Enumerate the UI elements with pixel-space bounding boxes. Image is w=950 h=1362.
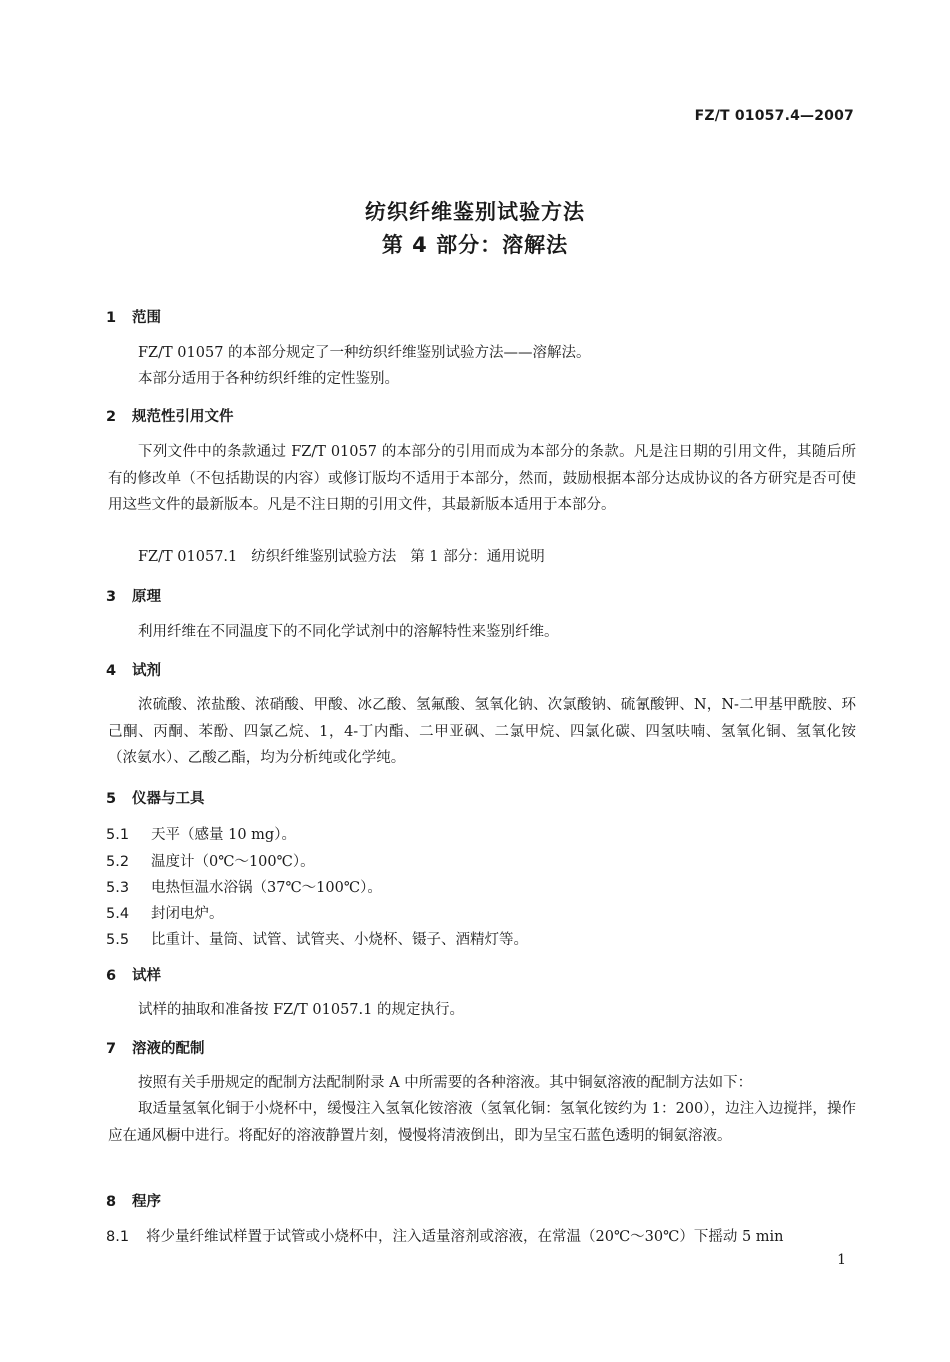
item-number: 5.1 [106, 827, 130, 843]
section-heading-reagents [106, 659, 161, 680]
reference-entry [138, 545, 559, 566]
section-heading-principle [106, 585, 161, 606]
section-number: 4 [106, 663, 117, 679]
section-number: 2 [106, 409, 117, 425]
section-number: 1 [106, 310, 117, 326]
paragraph: 试样的抽取和准备按 FZ/T 01057.1 的规定执行。 [138, 1002, 464, 1018]
paragraph: 取适量氢氧化铜于小烧杯中，缓慢注入氢氧化铵溶液（氢氧化铜：氢氧化铵约为 1：200），边注入边搅拌，操作应在通风橱中进行。将配好的溶液静置片刻，慢慢将清液倒出，即为呈宝石蓝色透明的铜氨溶液。 [108, 1101, 856, 1144]
section-title: 溶液的配制 [132, 1041, 205, 1057]
section-heading-solution-preparation [106, 1037, 205, 1058]
item-text: 温度计（0℃～100℃）。 [151, 854, 315, 870]
section-heading-specimen [106, 964, 161, 985]
item-number: 5.5 [106, 932, 130, 948]
section-number: 6 [106, 968, 117, 984]
document-title: 纺织纤维鉴别试验方法 [365, 200, 585, 224]
item-number: 5.3 [106, 880, 130, 896]
standard-code: FZ/T 01057.4—2007 [694, 108, 854, 124]
item-text: 将少量纤维试样置于试管或小烧杯中，注入适量溶剂或溶液，在常温（20℃～30℃）下摇动 5 min [146, 1229, 784, 1245]
item-number: 8.1 [106, 1229, 130, 1245]
section-title: 规范性引用文件 [132, 409, 234, 425]
section-heading-apparatus [106, 787, 205, 808]
item-text: 比重计、量筒、试管、试管夹、小烧杯、镊子、酒精灯等。 [151, 932, 528, 948]
section-title: 试样 [132, 968, 161, 984]
paragraph: FZ/T 01057 的本部分规定了一种纺织纤维鉴别试验方法——溶解法。 [138, 345, 591, 361]
page-number: 1 [837, 1252, 846, 1268]
section-title: 试剂 [132, 663, 161, 679]
section-number: 5 [106, 791, 117, 807]
item-number: 5.4 [106, 906, 130, 922]
list-item [106, 1225, 784, 1246]
list-item [106, 902, 224, 923]
list-item [106, 823, 296, 844]
paragraph: 利用纤维在不同温度下的不同化学试剂中的溶解特性来鉴别纤维。 [138, 624, 559, 640]
item-text: 电热恒温水浴锅（37℃～100℃）。 [151, 880, 382, 896]
reference-part: 第 1 部分：通用说明 [410, 549, 545, 565]
section-title: 原理 [132, 589, 161, 605]
list-item [106, 876, 382, 897]
section-title: 仪器与工具 [132, 791, 205, 807]
paragraph: 本部分适用于各种纺织纤维的定性鉴别。 [138, 371, 399, 387]
section-heading-normative-references [106, 405, 234, 426]
section-number: 7 [106, 1041, 117, 1057]
item-text: 封闭电炉。 [151, 906, 224, 922]
section-number: 8 [106, 1194, 117, 1210]
document-subtitle: 第 4 部分：溶解法 [381, 233, 569, 257]
list-item [106, 928, 528, 949]
item-text: 天平（感量 10 mg）。 [151, 827, 296, 843]
section-title: 范围 [132, 310, 161, 326]
paragraph: 按照有关手册规定的配制方法配制附录 A 中所需要的各种溶液。其中铜氨溶液的配制方法如下： [138, 1075, 753, 1091]
reference-title: 纺织纤维鉴别试验方法 [251, 549, 397, 565]
section-title: 程序 [132, 1194, 161, 1210]
paragraph: 浓硫酸、浓盐酸、浓硝酸、甲酸、冰乙酸、氢氟酸、氢氧化钠、次氯酸钠、硫氰酸钾、N，N-二甲基甲酰胺、环己酮、丙酮、苯酚、四氯乙烷、1，4-丁内酯、二甲亚砜、二氯甲烷、四氯化碳、四氢呋喃、氢氧化铜、氢氧化铵（浓氨水）、乙酸乙酯，均为分析纯或化学纯。 [108, 697, 856, 766]
item-number: 5.2 [106, 854, 130, 870]
reference-code: FZ/T 01057.1 [138, 549, 238, 565]
section-heading-procedure [106, 1190, 161, 1211]
list-item [106, 850, 315, 871]
section-number: 3 [106, 589, 117, 605]
section-heading-scope [106, 306, 161, 327]
paragraph: 下列文件中的条款通过 FZ/T 01057 的本部分的引用而成为本部分的条款。凡是注日期的引用文件，其随后所有的修改单（不包括勘误的内容）或修订版均不适用于本部分，然而，鼓励根据本部分达成协议的各方研究是否可使用这些文件的最新版本。凡是不注日期的引用文件，其最新版本适用于本部分。 [108, 444, 856, 513]
